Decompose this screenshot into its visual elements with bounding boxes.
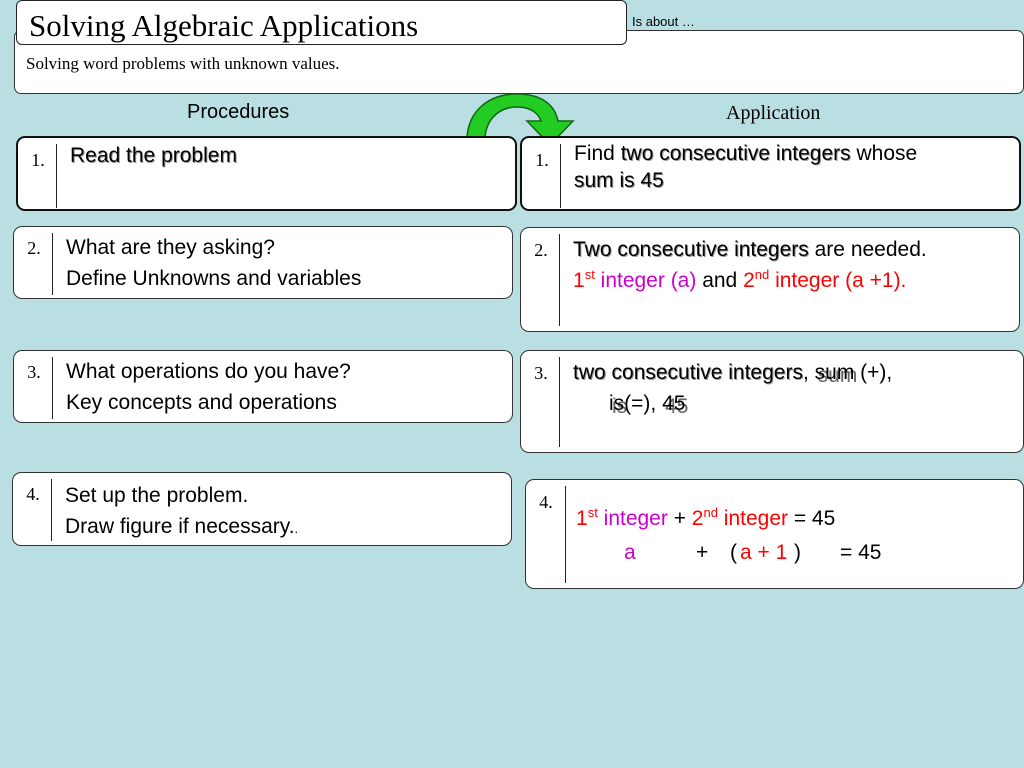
divider [559,234,560,326]
step-number: 3. [27,362,41,382]
procedure-line-2: Key concepts and operations [66,391,337,414]
procedure-line-1: Set up the problem. [65,484,249,507]
application-text: Find two consecutive integers whose sum is 45 [574,142,918,192]
application-text: two consecutive integers, sum (+), is(=), 45 [573,361,893,415]
divider [559,357,560,447]
divider [52,357,53,419]
procedure-line-2: Define Unknowns and variables [66,267,362,290]
divider [56,144,57,208]
procedure-line [66,232,504,294]
application-step-3 [520,350,1024,453]
application-step-4 [525,479,1024,589]
procedure-step-2 [13,226,513,299]
procedure-line-1: What are they asking? [66,236,275,259]
application-text: 1st integer + 2nd integer = 45 a + ( a + 1 ) = 45 [576,505,882,564]
procedure-step-3 [13,350,513,423]
procedure-line [65,480,503,544]
procedures-header: Procedures [187,101,290,123]
step-number: 1. [535,150,549,170]
application-header: Application [726,102,821,124]
step-number: 2. [534,240,548,260]
subtitle-text: Solving word problems with unknown values. [26,54,340,73]
divider [52,233,53,295]
step-number: 1. [31,150,45,170]
is-about-label: Is about … [632,14,695,29]
procedure-step-1 [16,136,517,211]
divider [51,479,52,541]
application-step-1 [520,136,1021,211]
procedure-line-1: What operations do you have? [66,360,351,383]
procedure-line: Read the problem [70,144,237,167]
step-number: 4. [539,492,553,512]
procedure-line [66,356,504,418]
procedure-step-4 [12,472,512,546]
step-number: 4. [26,484,40,504]
step-number: 2. [27,238,41,258]
divider [560,144,561,208]
application-step-2 [520,227,1020,332]
title-box [16,0,627,45]
divider [565,486,566,583]
procedure-line-2: Draw figure if necessary.. [65,515,299,538]
page-title: Solving Algebraic Applications [29,8,419,43]
step-number: 3. [534,363,548,383]
application-text: Two consecutive integers are needed. 1st integer (a) and 2nd integer (a +1). [573,238,927,292]
